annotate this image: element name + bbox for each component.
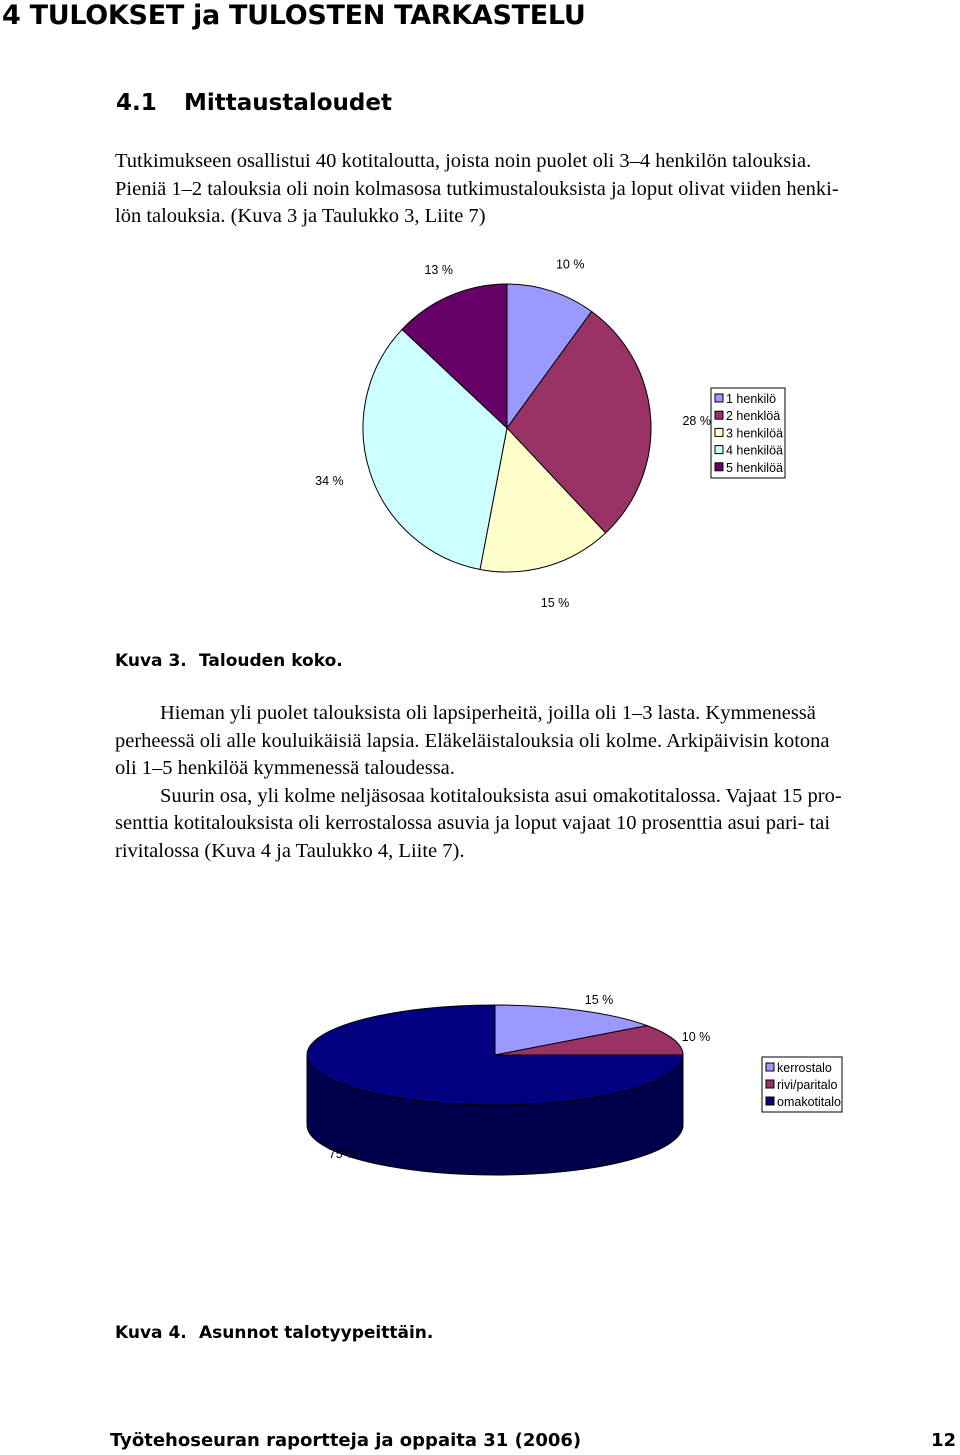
chapter-heading: 4 TULOKSET ja TULOSTEN TARKASTELU — [2, 0, 586, 31]
pie-data-label: 10 % — [555, 257, 585, 272]
figure-3-caption — [115, 651, 343, 671]
footer-page-number: 12 — [930, 1430, 956, 1451]
text-line: perheessä oli alle kouluikäisiä lapsia. Eläkeläistalouksia oli kolme. Arkipäivisin kotona — [115, 729, 830, 752]
legend-item-rivi-paritalo: rivi/paritalo — [777, 1078, 838, 1092]
footer-series-title: Työtehoseuran raportteja ja oppaita 31 (2006) — [110, 1430, 582, 1451]
pie-data-label: 15 % — [540, 596, 570, 611]
pie-data-label: 13 % — [424, 263, 453, 278]
legend-swatch — [715, 394, 723, 402]
pie-data-label: 75 % — [328, 1147, 358, 1161]
pie-data-label: 34 % — [315, 474, 344, 489]
legend-swatch — [766, 1063, 774, 1071]
text-line: Tutkimukseen osallistui 40 kotitaloutta, joista noin puolet oli 3–4 henkilön talouksia. — [115, 150, 812, 172]
legend-swatch — [715, 428, 723, 436]
housing-type-pie-chart — [0, 980, 960, 1180]
text-line: senttia kotitalouksista oli kerrostalossa asuvia ja loput vajaat 10 prosenttia asui pari- tai — [115, 812, 831, 834]
legend-swatch — [715, 446, 723, 454]
legend-item-kerrostalo: kerrostalo — [777, 1061, 832, 1075]
text-line: Pieniä 1–2 talouksia oli noin kolmasosa tutkimustalouksista ja loput olivat viiden henki- — [115, 177, 839, 200]
text-line: Hieman yli puolet talouksista oli lapsiperheitä, joilla oli 1–3 lasta. Kymmenessä — [160, 702, 816, 724]
figure-4-text: Asunnot talotyypeittäin. — [199, 1323, 434, 1343]
figure-4-caption — [115, 1323, 433, 1343]
body-paragraph — [115, 700, 842, 865]
pie-data-label: 10 % — [681, 1030, 711, 1044]
text-line: Suurin osa, yli kolme neljäsosaa kotitalouksista asui omakotitalossa. Vajaat 15 pro- — [160, 784, 842, 807]
section-number: 4.1 — [116, 90, 157, 116]
figure-4-label: Kuva 4. — [115, 1323, 187, 1343]
legend-swatch — [715, 411, 723, 419]
section-title: Mittaustaloudet — [184, 90, 392, 116]
legend-swatch — [766, 1097, 774, 1105]
text-line: oli 1–5 henkilöä kymmenessä taloudessa. — [115, 757, 455, 779]
legend-item-omakotitalo: omakotitalo — [777, 1095, 841, 1109]
figure-3-label: Kuva 3. — [115, 651, 187, 671]
pie-data-label: 28 % — [682, 414, 711, 429]
legend-item-4-henkil: 4 henkilöä — [726, 443, 783, 458]
legend-item-1-henkil: 1 henkilö — [726, 392, 777, 406]
intro-paragraph — [115, 148, 839, 231]
legend-item-2-henkl: 2 henklöä — [726, 409, 781, 424]
legend-swatch — [715, 463, 723, 471]
legend-item-3-henkil: 3 henkilöä — [726, 426, 783, 441]
legend-item-5-henkil: 5 henkilöä — [726, 460, 783, 475]
text-line: rivitalossa (Kuva 4 ja Taulukko 4, Liite 7). — [115, 839, 465, 862]
section-heading — [116, 90, 392, 116]
figure-3-text: Talouden koko. — [199, 651, 343, 671]
pie-data-label: 15 % — [584, 993, 614, 1007]
text-line: lön talouksia. (Kuva 3 ja Taulukko 3, Liite 7) — [115, 205, 486, 227]
household-size-pie-chart — [0, 230, 960, 611]
legend-swatch — [766, 1080, 774, 1088]
